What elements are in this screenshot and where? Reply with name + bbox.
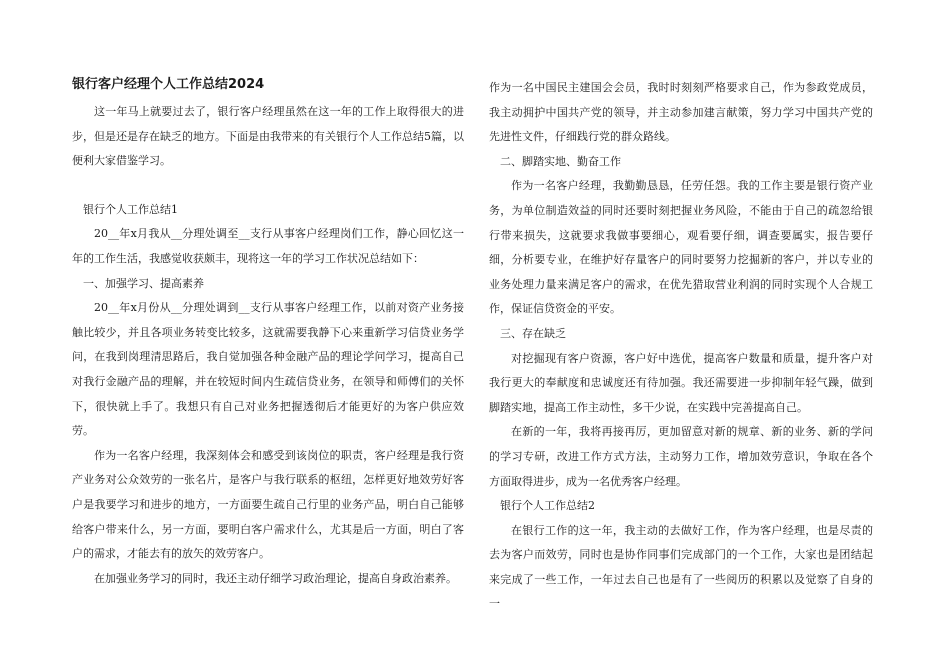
right-column-body xyxy=(489,76,873,617)
section-heading: 三、存在缺乏 xyxy=(500,326,566,340)
right-column xyxy=(489,76,873,617)
paragraph: 作为一名客户经理，我勤勤恳恳，任劳任怨。我的工作主要是银行资产业务，为单位制造效益的同时还要时刻把握业务风险，不能由于自己的疏忽给银行带来损失，这就要求我做事要细心，观看要仔细，调查要属实，报告要仔细，分析要专业，在维护好存量客户的同时要努力挖掘新的客户，并以专业的业务处理力量来满足客户的需求，在优先猎取营业利润的同时实现个人合规工作，保证信贷资金的平安。 xyxy=(489,179,873,316)
document-title: 银行客户经理个人工作总结2024 xyxy=(72,77,265,92)
section-heading: 银行个人工作总结2 xyxy=(500,499,595,513)
section-heading: 一、加强学习、提高素养 xyxy=(83,276,204,290)
paragraph: 在加强业务学习的同时，我还主动仔细学习政治理论，提高自身政治素养。 xyxy=(94,571,457,585)
section-heading: 银行个人工作总结1 xyxy=(83,202,178,216)
paragraph: 作为一名中国民主建国会会员，我时时刻刻严格要求自己，作为参政党成员，我主动拥护中国共产党的领导，并主动参加建言献策，努力学习中国共产党的先进性文件，仔细践行党的群众路线。 xyxy=(489,81,873,144)
paragraph: 对挖掘现有客户资源，客户好中选优，提高客户数量和质量，提升客户对我行更大的奉献度和忠诚度还有待加强。我还需要进一步抑制年轻气躁，做到脚踏实地，提高工作主动性，多干少说，在实践中完善提高自己。 xyxy=(489,351,873,414)
paragraph: 这一年马上就要过去了，银行客户经理虽然在这一年的工作上取得很大的进步，但是还是存在缺乏的地方。下面是由我带来的有关银行个人工作总结5篇，以便利大家借鉴学习。 xyxy=(72,105,464,168)
paragraph: 在银行工作的这一年，我主动的去做好工作，作为客户经理，也是尽责的去为客户而效劳，同时也是协作同事们完成部门的一个工作，大家也是团结起来完成了一些工作，一年过去自己也是有了一些阅历的积累以及觉察了自身的一 xyxy=(489,523,873,611)
paragraph-gap xyxy=(72,174,464,198)
section-heading: 二、脚踏实地、勤奋工作 xyxy=(500,154,621,168)
paragraph: 20__年x月我从__分理处调至__支行从事客户经理岗们工作，静心回忆这一年的工作生活，我感觉收获颇丰，现将这一年的学习工作状况总结如下： xyxy=(72,227,464,265)
left-column xyxy=(72,76,464,591)
paragraph: 作为一名客户经理，我深刻体会和感受到该岗位的职责，客户经理是我行资产业务对公众效劳的一张名片，是客户与我行联系的枢纽，怎样更好地效劳好客户是我要学习和进步的地方，一方面要生疏自己行里的业务产品，明白自己能够给客户带来什么，另一方面，要明白客户需求什么，尤其是后一方面，明白了客户的需求，才能去有的放矢的效劳客户。 xyxy=(72,448,464,561)
left-column-body xyxy=(72,100,464,591)
paragraph: 在新的一年，我将再接再厉，更加留意对新的规章、新的业务、新的学问的学习专研，改进工作方式方法，主动努力工作，增加效劳意识，争取在各个方面取得进步，成为一名优秀客户经理。 xyxy=(489,425,873,488)
paragraph: 20__年x月份从__分理处调到__支行从事客户经理工作，以前对资产业务接触比较少，并且各项业务转变比较多，这就需要我静下心来重新学习信贷业务学问，在我到岗理清思路后，我自觉加强各种金融产品的理论学问学习，提高自己对我行金融产品的理解，并在较短时间内生疏信贷业务，在领导和师傅们的关怀下，很快就上手了。我想只有自己对业务把握透彻后才能更好的为客户供应效劳。 xyxy=(72,301,464,438)
